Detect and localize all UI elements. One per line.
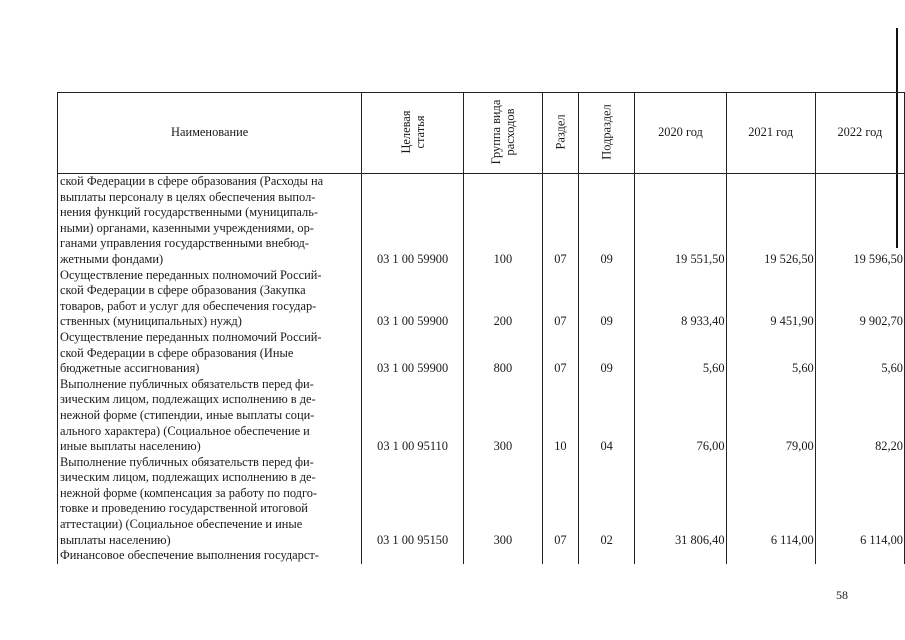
row-subsection: 09 [578, 330, 634, 377]
row-subsection: 09 [578, 174, 634, 268]
row-value-2021: 19 526,50 [726, 174, 815, 268]
header-year-2021: 2021 год [726, 93, 815, 174]
row-name-line: ганами управления государственными внебюд- [60, 236, 309, 251]
row-value-2020: 19 551,50 [635, 174, 726, 268]
row-value-2022 [815, 548, 904, 564]
row-name [58, 455, 362, 549]
row-value-2020 [635, 548, 726, 564]
row-name [58, 548, 362, 564]
table-row [58, 548, 905, 564]
row-value-2021 [726, 548, 815, 564]
row-expense-group [463, 548, 542, 564]
row-name-line: выплаты населению) [60, 532, 171, 547]
row-name-line: ственных (муниципальных) нужд) [60, 314, 242, 329]
row-expense-group: 800 [463, 330, 542, 377]
row-value-2022: 82,20 [815, 377, 904, 455]
row-name-line: нежной форме (компенсация за работу по подго- [60, 485, 318, 500]
row-name-line: ской Федерации в сфере образования (Расходы на [60, 174, 324, 188]
table-row [58, 377, 905, 455]
row-name-line: Осуществление переданных полномочий Россий- [60, 267, 322, 282]
row-name [58, 330, 362, 377]
row-subsection [578, 548, 634, 564]
row-value-2020: 76,00 [635, 377, 726, 455]
row-name-line: Выполнение публичных обязательств перед фи- [60, 454, 314, 469]
page-number: 58 [836, 588, 848, 602]
row-expense-group: 100 [463, 174, 542, 268]
row-section [542, 548, 578, 564]
row-value-2020: 8 933,40 [635, 268, 726, 330]
row-value-2021: 9 451,90 [726, 268, 815, 330]
row-name-line: выплаты персоналу в целях обеспечения выпол- [60, 189, 316, 204]
table-row [58, 268, 905, 330]
row-name-line: Осуществление переданных полномочий Россий- [60, 329, 322, 344]
header-section: Раздел [542, 93, 578, 174]
row-section: 07 [542, 174, 578, 268]
row-name-line: ального характера) (Социальное обеспечение и [60, 423, 310, 438]
row-value-2022: 9 902,70 [815, 268, 904, 330]
row-name-line: зическим лицом, подлежащих исполнению в де- [60, 392, 316, 407]
row-expense-group: 300 [463, 455, 542, 549]
row-name-line: Финансовое обеспечение выполнения государст- [60, 548, 319, 563]
row-expense-group: 200 [463, 268, 542, 330]
row-name-line: товаров, работ и услуг для обеспечения государ- [60, 298, 317, 313]
header-year-2022: 2022 год [815, 93, 904, 174]
row-name [58, 268, 362, 330]
row-name-line: ской Федерации в сфере образования (Закупка [60, 283, 306, 298]
row-target-article: 03 1 00 59900 [362, 268, 464, 330]
row-name-line: бюджетные ассигнования) [60, 361, 200, 376]
row-target-article: 03 1 00 95150 [362, 455, 464, 549]
row-name [58, 174, 362, 268]
row-subsection: 02 [578, 455, 634, 549]
row-name-line: нения функций государственными (муниципаль- [60, 205, 319, 220]
row-target-article [362, 548, 464, 564]
header-subsection: Подраздел [578, 93, 634, 174]
header-expense-group: Группа вида расходов [463, 93, 542, 174]
row-section: 07 [542, 330, 578, 377]
row-value-2020: 5,60 [635, 330, 726, 377]
row-value-2022: 19 596,50 [815, 174, 904, 268]
table-row [58, 455, 905, 549]
row-subsection: 04 [578, 377, 634, 455]
header-target-article: Целевая статья [362, 93, 464, 174]
row-name [58, 377, 362, 455]
row-target-article: 03 1 00 95110 [362, 377, 464, 455]
row-value-2021: 6 114,00 [726, 455, 815, 549]
row-name-line: нежной форме (стипендии, иные выплаты соци- [60, 407, 315, 422]
row-name-line: товке и проведению государственной итоговой [60, 501, 308, 516]
table-header-row [58, 93, 905, 174]
row-value-2020: 31 806,40 [635, 455, 726, 549]
row-section: 10 [542, 377, 578, 455]
row-value-2021: 79,00 [726, 377, 815, 455]
header-year-2020: 2020 год [635, 93, 726, 174]
row-value-2022: 5,60 [815, 330, 904, 377]
header-name: Наименование [58, 93, 362, 174]
row-section: 07 [542, 455, 578, 549]
row-name-line: ными) органами, казенными учреждениями, ор- [60, 220, 314, 235]
row-subsection: 09 [578, 268, 634, 330]
row-target-article: 03 1 00 59900 [362, 330, 464, 377]
row-target-article: 03 1 00 59900 [362, 174, 464, 268]
table-row [58, 174, 905, 268]
row-expense-group: 300 [463, 377, 542, 455]
row-name-line: жетными фондами) [60, 251, 164, 266]
table-row [58, 330, 905, 377]
budget-table [57, 92, 905, 564]
row-name-line: зическим лицом, подлежащих исполнению в де- [60, 470, 316, 485]
row-name-line: Выполнение публичных обязательств перед фи- [60, 376, 314, 391]
row-name-line: ской Федерации в сфере образования (Иные [60, 345, 294, 360]
row-value-2021: 5,60 [726, 330, 815, 377]
row-value-2022: 6 114,00 [815, 455, 904, 549]
row-name-line: иные выплаты населению) [60, 439, 201, 454]
row-name-line: аттестации) (Социальное обеспечение и иные [60, 517, 303, 532]
row-section: 07 [542, 268, 578, 330]
